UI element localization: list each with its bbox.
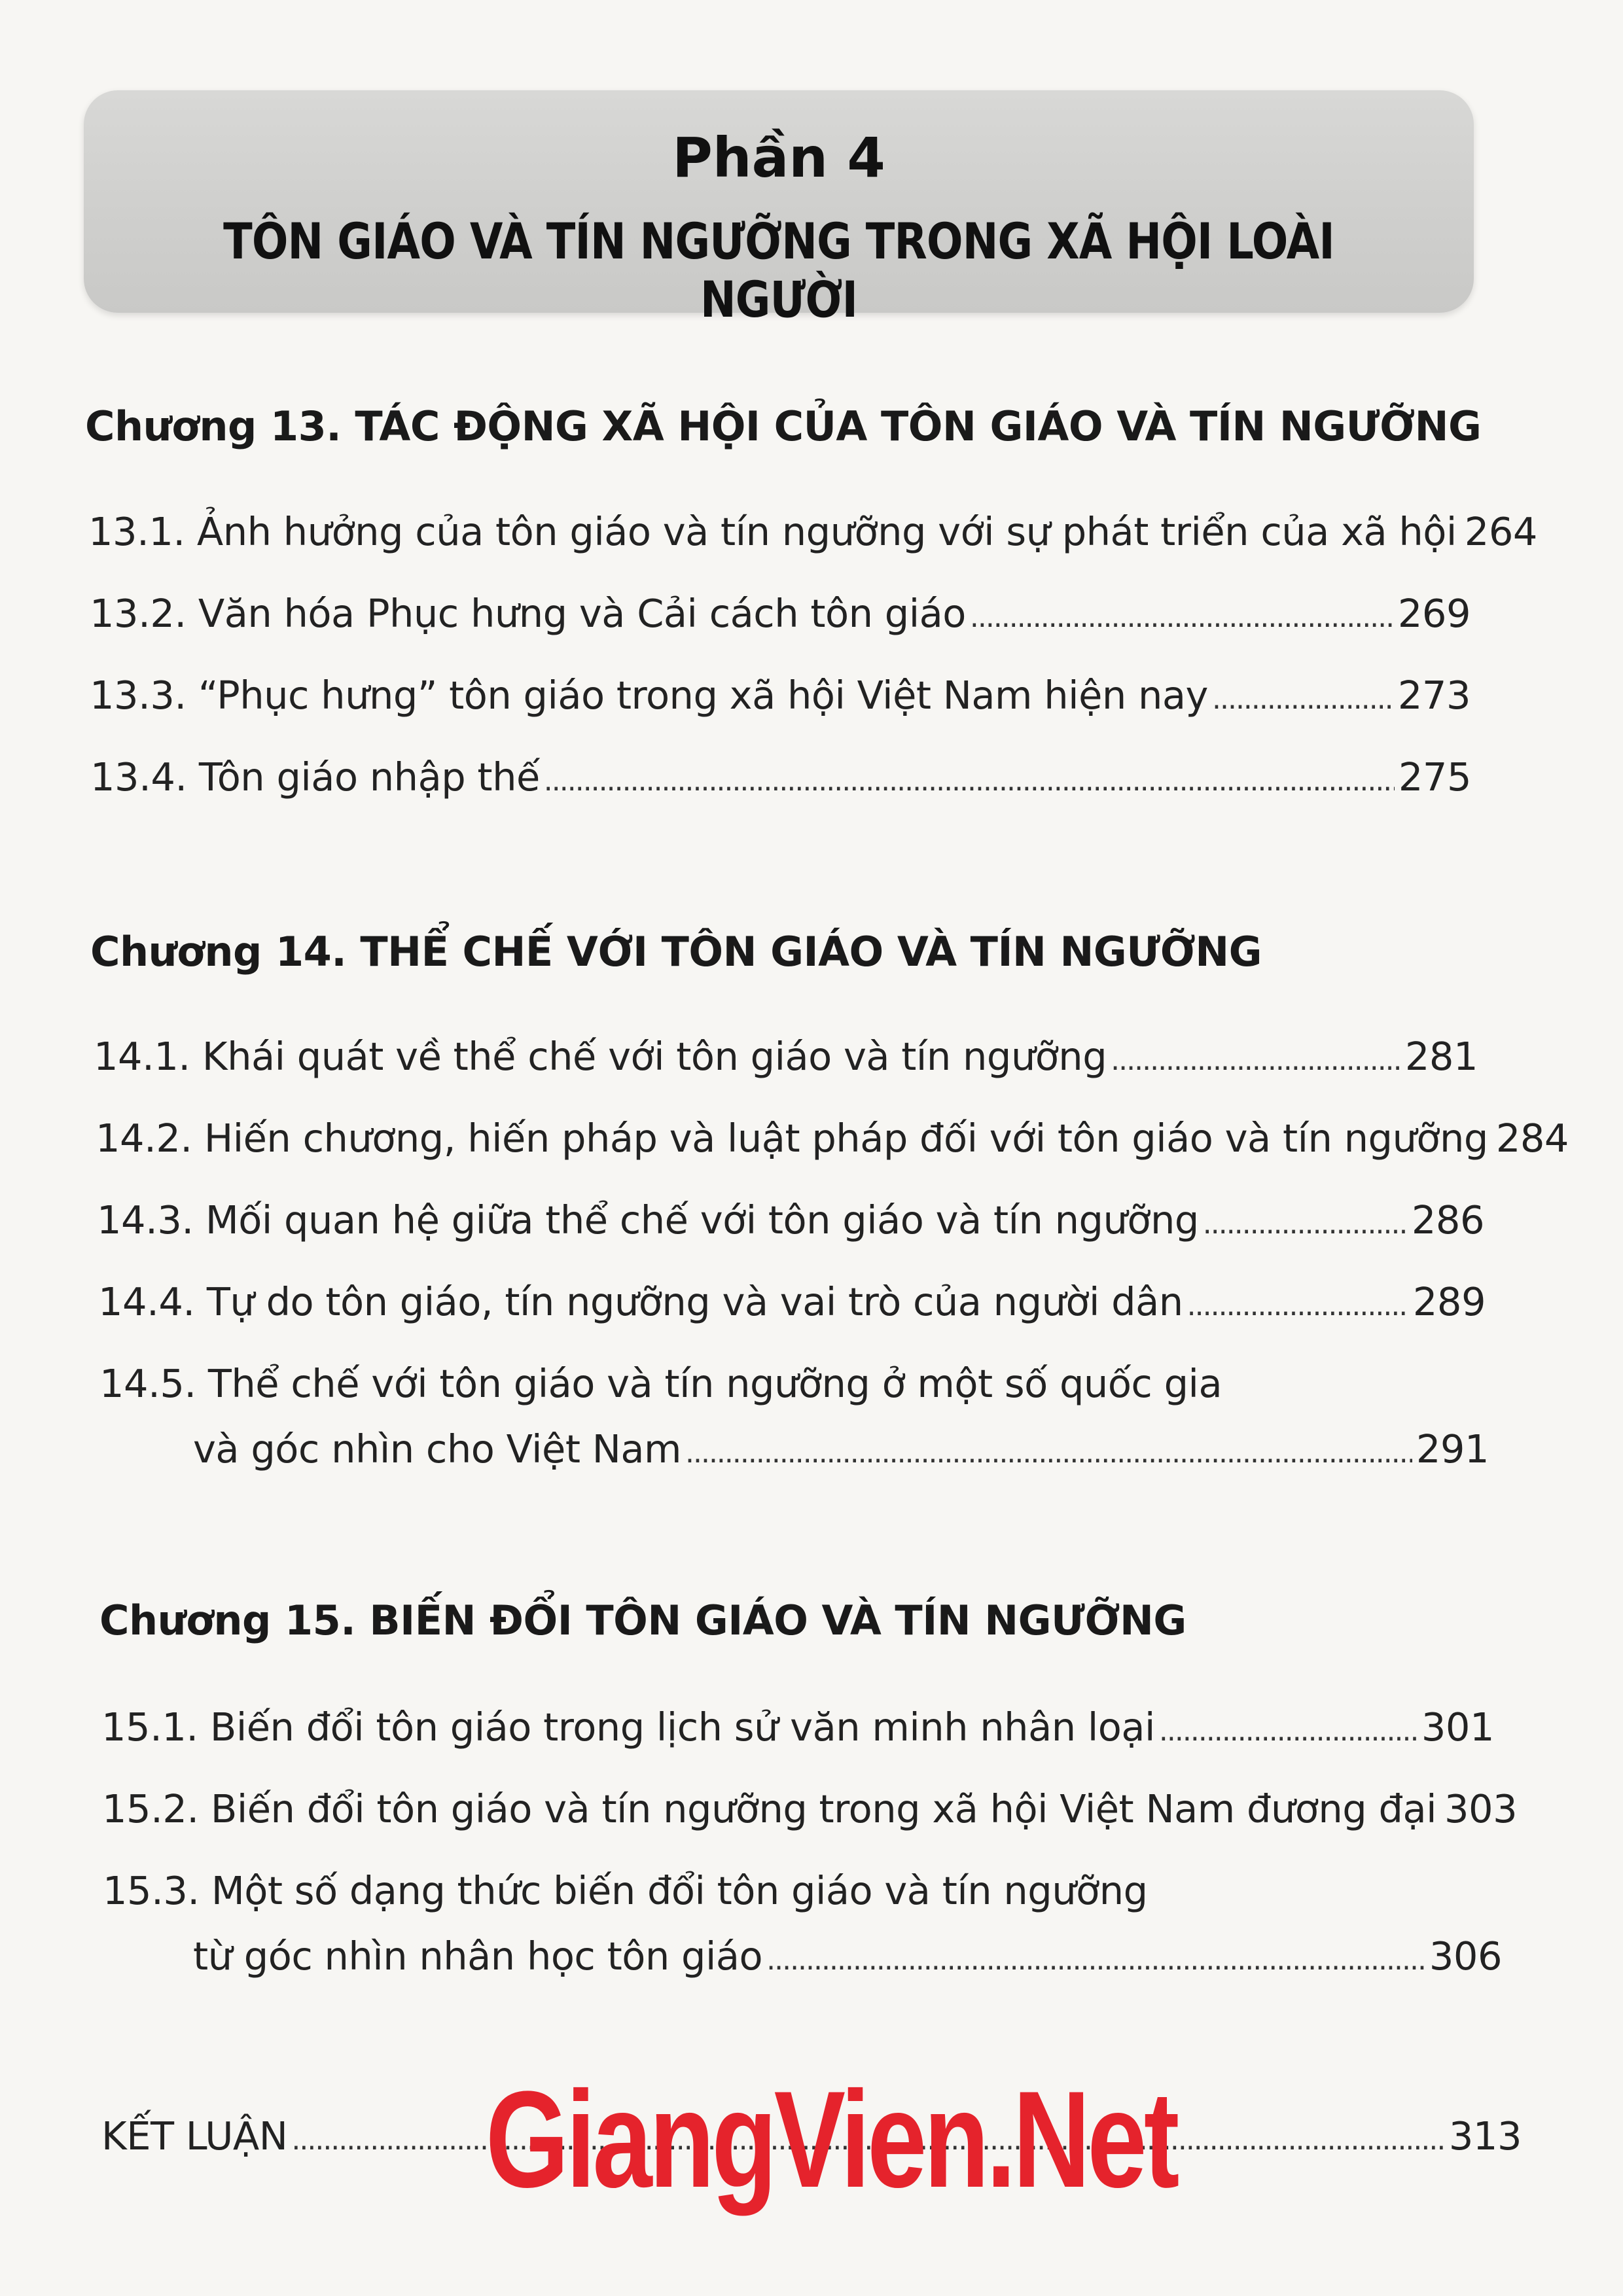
watermark-logo: GiangVien.Net [486, 2062, 1177, 2216]
entry-page: 313 [1448, 2113, 1522, 2159]
entry-page: 264 [1464, 509, 1537, 554]
entry-page: 303 [1444, 1786, 1518, 1831]
chapter-15-heading: Chương 15. BIẾN ĐỔI TÔN GIÁO VÀ TÍN NGƯỠNG [99, 1597, 1186, 1644]
dot-leader [685, 1426, 1412, 1472]
entry-page: 281 [1404, 1034, 1478, 1079]
entry-page: 269 [1397, 591, 1471, 636]
dot-leader [1159, 1704, 1418, 1750]
entry-page: 301 [1421, 1704, 1494, 1750]
part-label: Phần 4 [672, 126, 885, 190]
entry-title: 15.2. Biến đổi tôn giáo và tín ngưỡng trong xã hội Việt Nam đương đại [102, 1786, 1436, 1831]
dot-leader [544, 754, 1395, 800]
toc-entry-14-5-line1[interactable]: 14.5. Thể chế với tôn giáo và tín ngưỡng ở một số quốc gia [99, 1361, 1222, 1406]
toc-entry-13-1[interactable] [88, 509, 1537, 554]
entry-title: 14.2. Hiến chương, hiến pháp và luật pháp đối với tôn giáo và tín ngưỡng [96, 1116, 1488, 1161]
entry-title: 13.1. Ảnh hưởng của tôn giáo và tín ngưỡng với sự phát triển của xã hội [88, 509, 1457, 554]
entry-title: 13.4. Tôn giáo nhập thế [90, 754, 540, 800]
dot-leader [970, 591, 1394, 636]
entry-title: 14.3. Mối quan hệ giữa thể chế với tôn giáo và tín ngưỡng [97, 1197, 1199, 1243]
toc-entry-15-1[interactable] [101, 1704, 1494, 1750]
dot-leader [1187, 1279, 1409, 1324]
entry-title: từ góc nhìn nhân học tôn giáo [193, 1934, 763, 1979]
toc-entry-15-3[interactable] [193, 1934, 1502, 1979]
entry-page: 286 [1411, 1197, 1484, 1243]
entry-title: 14.1. Khái quát về thể chế với tôn giáo và tín ngưỡng [94, 1034, 1107, 1079]
entry-page: 291 [1416, 1426, 1489, 1472]
chapter-14-heading: Chương 14. THỂ CHẾ VỚI TÔN GIÁO VÀ TÍN NGƯỠNG [90, 928, 1262, 976]
entry-page: 273 [1397, 673, 1471, 718]
toc-entry-13-3[interactable] [90, 673, 1471, 718]
dot-leader [1212, 673, 1394, 718]
entry-page: 275 [1398, 754, 1471, 800]
toc-entry-13-4[interactable] [90, 754, 1471, 800]
toc-entry-14-2[interactable] [96, 1116, 1569, 1161]
dot-leader [766, 1934, 1425, 1979]
dot-leader [1203, 1197, 1408, 1243]
entry-title: 13.2. Văn hóa Phục hưng và Cải cách tôn giáo [90, 591, 966, 636]
entry-title: KẾT LUẬN [101, 2113, 288, 2159]
entry-title: 14.4. Tự do tôn giáo, tín ngưỡng và vai trò của người dân [98, 1279, 1183, 1324]
entry-page: 306 [1429, 1934, 1502, 1979]
chapter-13-heading: Chương 13. TÁC ĐỘNG XÃ HỘI CỦA TÔN GIÁO VÀ TÍN NGƯỠNG [85, 402, 1482, 450]
toc-entry-14-3[interactable] [97, 1197, 1484, 1243]
toc-entry-13-2[interactable] [90, 591, 1471, 636]
toc-entry-14-5[interactable] [193, 1426, 1489, 1472]
dot-leader [1111, 1034, 1401, 1079]
part-banner [84, 90, 1474, 328]
entry-title: 13.3. “Phục hưng” tôn giáo trong xã hội Việt Nam hiện nay [90, 673, 1208, 718]
toc-entry-14-1[interactable] [94, 1034, 1478, 1079]
entry-page: 289 [1412, 1279, 1486, 1324]
toc-entry-15-3-line1[interactable]: 15.3. Một số dạng thức biến đổi tôn giáo và tín ngưỡng [103, 1868, 1148, 1913]
entry-title: và góc nhìn cho Việt Nam [193, 1426, 681, 1472]
entry-page: 284 [1495, 1116, 1569, 1161]
toc-entry-14-4[interactable] [98, 1279, 1486, 1324]
entry-title: 15.1. Biến đổi tôn giáo trong lịch sử văn minh nhân loại [101, 1704, 1155, 1750]
part-title: TÔN GIÁO VÀ TÍN NGƯỠNG TRONG XÃ HỘI LOÀI NGƯỜI [223, 212, 1334, 328]
toc-entry-15-2[interactable] [102, 1786, 1518, 1831]
